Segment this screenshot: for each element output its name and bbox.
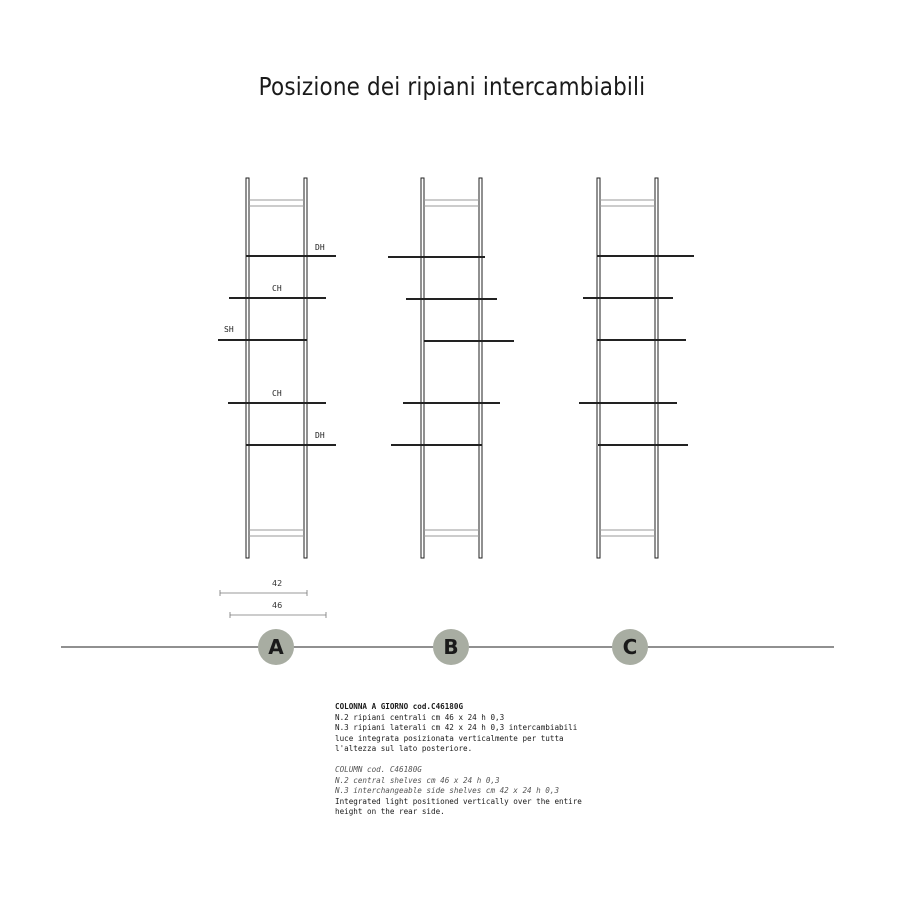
column-a	[218, 178, 336, 558]
dimension-46	[230, 612, 326, 618]
description-it-line-4: luce integrata posizionata verticalmente per tutta	[335, 733, 564, 743]
dimension-46-label: 46	[272, 601, 283, 610]
configuration-a-marker	[258, 629, 294, 665]
column-b-left-post	[421, 178, 424, 558]
configuration-c-marker	[612, 629, 648, 665]
dimension-42-label: 42	[272, 579, 283, 588]
column-b-right-post	[479, 178, 482, 558]
column-b	[388, 178, 514, 558]
description-en-line-3: N.3 interchangeable side shelves cm 42 x 24 h 0,3	[335, 786, 560, 796]
shelf-label-dh-bottom: DH	[315, 431, 325, 440]
shelf-label-sh: SH	[224, 325, 234, 334]
shelf-label-ch-bottom: CH	[272, 389, 282, 398]
description-it-line-2: N.2 ripiani centrali cm 46 x 24 h 0,3	[335, 712, 505, 722]
column-c	[579, 178, 694, 558]
description-en-line-1: COLUMN cod. C46180G	[335, 764, 422, 774]
configuration-b-marker	[433, 629, 469, 665]
shelf-label-ch-top: CH	[272, 284, 282, 293]
column-c-right-post	[655, 178, 658, 558]
page-title: Posizione dei ripiani intercambiabili	[258, 72, 646, 101]
description-en-line-2: N.2 central shelves cm 46 x 24 h 0,3	[335, 775, 500, 785]
dimension-42	[220, 590, 307, 596]
description-it-line-5: l'altezza sul lato posteriore.	[335, 744, 473, 754]
configuration-b-label: B	[443, 635, 459, 659]
product-description	[335, 702, 595, 818]
configuration-c-label: C	[622, 635, 638, 659]
column-a-right-post	[304, 178, 307, 558]
description-en-line-4: Integrated light positioned vertically over the entire	[335, 796, 582, 806]
shelf-label-dh-top: DH	[315, 243, 325, 252]
description-it-line-3: N.3 ripiani laterali cm 42 x 24 h 0,3 intercambiabili	[335, 723, 578, 733]
description-it-line-1: COLONNA A GIORNO cod.C46180G	[335, 702, 464, 711]
column-c-left-post	[597, 178, 600, 558]
description-spacer	[335, 755, 595, 765]
configuration-a-label: A	[268, 635, 284, 659]
description-en-line-5: height on the rear side.	[335, 807, 445, 817]
column-a-left-post	[246, 178, 249, 558]
